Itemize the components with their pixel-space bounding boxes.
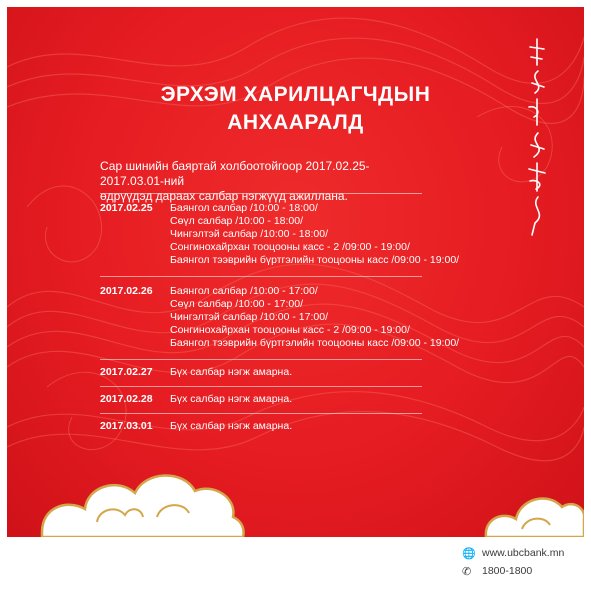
- schedule-line: Баянгол салбар /10:00 - 18:00/: [170, 202, 318, 214]
- schedule-lines: [170, 366, 292, 379]
- schedule-date: 2017.02.26: [100, 285, 153, 297]
- phone-number: 1800-1800: [482, 565, 533, 577]
- schedule-line: Сөүл салбар /10:00 - 18:00/: [170, 215, 304, 227]
- schedule-lines: [170, 420, 292, 433]
- schedule-row: [100, 193, 460, 276]
- website-link[interactable]: www.ubcbank.mn: [482, 547, 565, 559]
- schedule-list: [100, 193, 460, 440]
- schedule-line: Сонгинохайрхан тооцооны касс - 2 /09:00 - 19:00/: [170, 241, 410, 253]
- mongolian-script-decoration: [520, 35, 554, 240]
- website-row: [462, 544, 582, 562]
- schedule-line: Баянгол тээврийн бүртгэлийн тооцооны касс /09:00 - 19:00/: [170, 254, 460, 266]
- schedule-line: Баянгол тээврийн бүртгэлийн тооцооны касс /09:00 - 19:00/: [170, 337, 460, 349]
- schedule-line: Бүх салбар нэгж амарна.: [170, 366, 293, 378]
- schedule-line: Сонгинохайрхан тооцооны касс - 2 /09:00 - 19:00/: [170, 324, 410, 336]
- phone-icon: ✆: [462, 565, 472, 578]
- title-line-2: АНХААРАЛД: [227, 111, 364, 134]
- poster: [7, 7, 584, 537]
- intro-line-1: Сар шинийн баяртай холбоотойгоор 2017.02.25-2017.03.01-ний: [100, 159, 370, 188]
- title-line-1: ЭРХЭМ ХАРИЛЦАГЧДЫН: [160, 83, 431, 106]
- globe-icon: 🌐: [462, 547, 476, 560]
- schedule-line: Сөүл салбар /10:00 - 17:00/: [170, 298, 304, 310]
- intro-line-2: өдрүүдэд дараах салбар нэгжүүд ажиллана.: [100, 189, 348, 203]
- schedule-date: 2017.02.28: [100, 393, 153, 405]
- contact-footer: [462, 544, 582, 580]
- schedule-line: Чингэлтэй салбар /10:00 - 18:00/: [170, 228, 328, 240]
- page-title: [7, 81, 584, 137]
- schedule-line: Чингэлтэй салбар /10:00 - 17:00/: [170, 311, 328, 323]
- schedule-line: Баянгол салбар /10:00 - 17:00/: [170, 285, 318, 297]
- schedule-lines: [170, 393, 292, 406]
- schedule-lines: [170, 202, 459, 267]
- schedule-date: 2017.02.25: [100, 202, 153, 214]
- schedule-line: Бүх салбар нэгж амарна.: [170, 420, 293, 432]
- cloud-decoration-left: [37, 447, 247, 537]
- schedule-row: [100, 359, 422, 386]
- schedule-line: Бүх салбар нэгж амарна.: [170, 393, 293, 405]
- schedule-lines: [170, 285, 459, 350]
- phone-row: [462, 562, 582, 580]
- schedule-date: 2017.03.01: [100, 420, 153, 432]
- schedule-row: [100, 386, 422, 413]
- cloud-decoration-right: [482, 469, 584, 537]
- schedule-row: [100, 276, 460, 359]
- schedule-row: [100, 413, 422, 440]
- schedule-date: 2017.02.27: [100, 366, 153, 378]
